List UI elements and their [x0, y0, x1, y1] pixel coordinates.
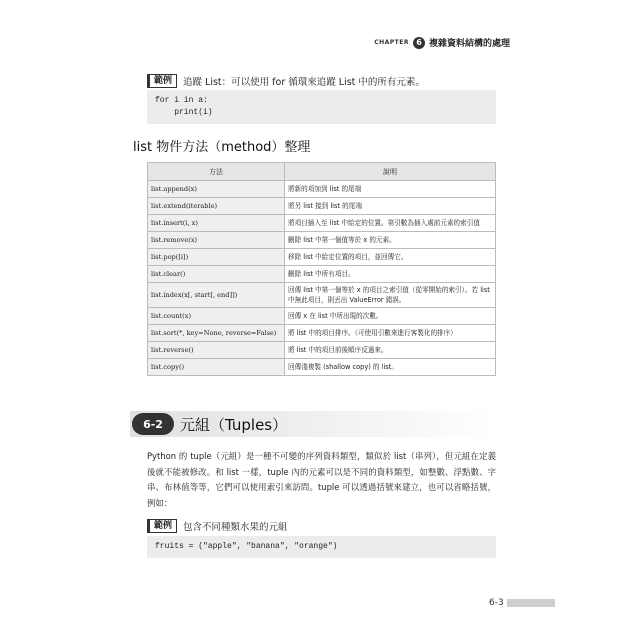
- section-title-list-methods: list 物件方法（method）整理: [133, 140, 311, 155]
- table-header-row: [148, 163, 496, 181]
- table-row: [148, 325, 496, 342]
- table-row: [148, 181, 496, 198]
- example-box-list-iteration: [147, 74, 496, 124]
- method-signature: list.extend(iterable): [148, 198, 285, 215]
- method-description: 回傳 x 在 list 中所出現的次數。: [285, 308, 496, 325]
- method-description: 將新的項加到 list 的尾端: [285, 181, 496, 198]
- table-row: [148, 249, 496, 266]
- section-heading-6-2: [130, 411, 496, 437]
- method-signature: list.copy(): [148, 359, 285, 376]
- table-row: [148, 215, 496, 232]
- method-signature: list.pop([i]): [148, 249, 285, 266]
- example-box-tuple: [147, 519, 496, 558]
- chapter-title: 複雜資料結構的處理: [428, 39, 510, 49]
- code-line: for i in a:: [155, 96, 208, 105]
- chapter-label: CHAPTER: [374, 39, 409, 46]
- section-heading-title: 元組（Tuples）: [180, 415, 288, 434]
- section-number-badge: 6-2: [132, 413, 174, 435]
- column-header-method: 方法: [148, 163, 285, 181]
- method-signature: list.index(x[, start[, end]]): [148, 283, 285, 308]
- code-line: print(i): [155, 108, 213, 117]
- example-caption: 包含不同種類水果的元組: [183, 522, 288, 533]
- page-number: 6-3: [489, 598, 504, 608]
- method-signature: list.remove(x): [148, 232, 285, 249]
- chapter-header: [374, 36, 510, 49]
- method-description: 移除 list 中給定位置的項目，並回傳它。: [285, 249, 496, 266]
- table-row: [148, 266, 496, 283]
- method-signature: list.count(x): [148, 308, 285, 325]
- chapter-number-badge: 6: [413, 37, 425, 49]
- list-methods-table: [147, 162, 496, 376]
- table-row: [148, 359, 496, 376]
- method-description: 回傳淺複製 (shallow copy) 的 list。: [285, 359, 496, 376]
- table-row: [148, 232, 496, 249]
- table-row: [148, 198, 496, 215]
- method-description: 刪除 list 中所有項目。: [285, 266, 496, 283]
- example-badge: 範例: [147, 519, 177, 533]
- example-badge: 範例: [147, 74, 177, 88]
- table-row: [148, 283, 496, 308]
- method-description: 將 list 中的項目前後順序反過來。: [285, 342, 496, 359]
- method-description: 將另 list 接到 list 的尾端: [285, 198, 496, 215]
- method-description: 將 list 中的項目排序。（可使用引數來進行客製化的排序）: [285, 325, 496, 342]
- method-signature: list.sort(*, key=None, reverse=False): [148, 325, 285, 342]
- code-line: fruits = ("apple", "banana", "orange"): [155, 542, 338, 551]
- column-header-description: 說明: [285, 163, 496, 181]
- example-caption: 追蹤 List：可以使用 for 循環來追蹤 List 中的所有元素。: [183, 77, 425, 88]
- example-header: [147, 519, 496, 533]
- table-row: [148, 308, 496, 325]
- method-description: 將項目插入至 list 中給定的位置。第引數為插入處前元素的索引值: [285, 215, 496, 232]
- table-body: [148, 181, 496, 376]
- method-signature: list.append(x): [148, 181, 285, 198]
- method-signature: list.reverse(): [148, 342, 285, 359]
- method-signature: list.insert(i, x): [148, 215, 285, 232]
- method-signature: list.clear(): [148, 266, 285, 283]
- method-description: 回傳 list 中第一個等於 x 的項目之索引值（從零開始的索引）。若 list 中無此項目，則丟出 ValueError 錯誤。: [285, 283, 496, 308]
- page-number-bar: [507, 599, 555, 607]
- code-block: [147, 536, 496, 558]
- body-paragraph: Python 的 tuple（元組）是一種不可變的序列資料類型，類似於 list（串列），但元組在定義後就不能被修改。和 list 一樣，tuple 內的元素可以是不同的資料類型，如整數、浮點數、字串、布林值等等，它們可以使用索引來訪問。tuple 可以透過括號來建立，也可以省略括號，例如：: [147, 451, 496, 508]
- method-description: 刪除 list 中第一個值等於 x 的元素。: [285, 232, 496, 249]
- table-row: [148, 342, 496, 359]
- example-header: [147, 74, 496, 88]
- code-block: [147, 90, 496, 124]
